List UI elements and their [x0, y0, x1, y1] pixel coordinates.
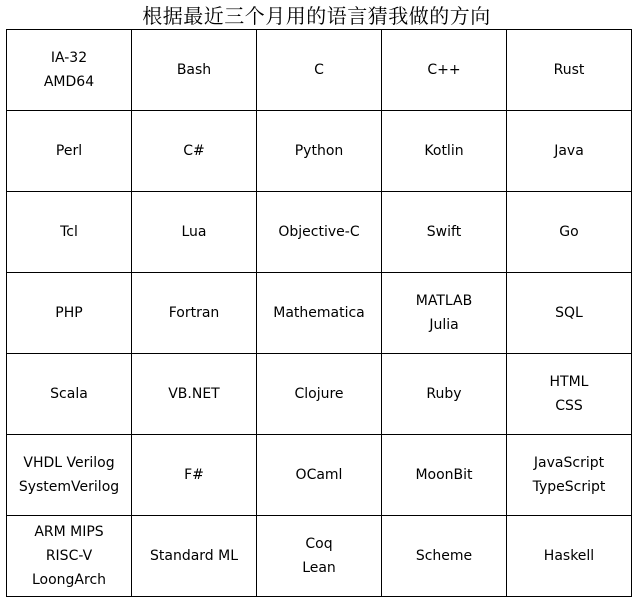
language-label: RISC-V [45, 548, 93, 564]
grid-cell [382, 30, 507, 111]
language-label: IA-32 [50, 50, 88, 66]
language-grid [6, 29, 632, 597]
language-label: VHDL Verilog [23, 455, 115, 471]
language-label: Objective-C [278, 224, 360, 240]
language-label: C++ [427, 62, 461, 78]
language-label: Python [294, 143, 344, 159]
language-label: LoongArch [31, 572, 107, 588]
grid-cell [7, 192, 132, 273]
language-label: MoonBit [415, 467, 473, 483]
language-label: Scheme [415, 548, 473, 564]
language-label: TypeScript [532, 479, 606, 495]
page-title: 根据最近三个月用的语言猜我做的方向 [142, 4, 491, 28]
language-label: Lean [302, 560, 336, 576]
grid-cell [7, 273, 132, 354]
language-label: JavaScript [533, 455, 605, 471]
language-label: ARM MIPS [34, 524, 104, 540]
grid-row [7, 192, 632, 273]
language-label: MATLAB [415, 293, 473, 309]
language-label: Clojure [294, 386, 344, 402]
grid-cell [7, 354, 132, 435]
grid-cell [257, 516, 382, 597]
grid-cell [507, 111, 632, 192]
grid-cell [382, 192, 507, 273]
grid-row [7, 111, 632, 192]
grid-cell [507, 516, 632, 597]
language-label: PHP [55, 305, 83, 321]
grid-cell [132, 354, 257, 435]
grid-cell [507, 435, 632, 516]
grid-cell [7, 435, 132, 516]
language-label: Scala [50, 386, 88, 402]
language-label: Ruby [426, 386, 462, 402]
language-label: Fortran [168, 305, 220, 321]
language-label: AMD64 [43, 74, 95, 90]
grid-row [7, 273, 632, 354]
language-label: Mathematica [273, 305, 365, 321]
language-label: CSS [555, 398, 583, 414]
grid-cell [507, 30, 632, 111]
language-label: Java [554, 143, 584, 159]
grid-cell [257, 30, 382, 111]
language-label: Swift [426, 224, 462, 240]
language-label: Coq [305, 536, 333, 552]
grid-cell [382, 354, 507, 435]
grid-cell [132, 435, 257, 516]
grid-cell [257, 354, 382, 435]
grid-cell [132, 192, 257, 273]
language-label: Julia [429, 317, 459, 333]
grid-cell [507, 273, 632, 354]
language-label: SQL [555, 305, 583, 321]
grid-cell [257, 435, 382, 516]
language-label: Tcl [60, 224, 78, 240]
grid-cell [257, 111, 382, 192]
language-label: Standard ML [149, 548, 239, 564]
language-label: VB.NET [168, 386, 220, 402]
grid-row [7, 516, 632, 597]
language-grid-body [7, 30, 632, 597]
language-label: Lua [181, 224, 207, 240]
language-label: Kotlin [424, 143, 464, 159]
grid-cell [7, 30, 132, 111]
language-label: Bash [176, 62, 212, 78]
grid-cell [507, 354, 632, 435]
language-label: SystemVerilog [18, 479, 120, 495]
grid-cell [382, 111, 507, 192]
language-label: OCaml [295, 467, 343, 483]
grid-cell [257, 192, 382, 273]
grid-cell [132, 273, 257, 354]
grid-cell [132, 516, 257, 597]
grid-cell [382, 435, 507, 516]
grid-row [7, 30, 632, 111]
grid-cell [257, 273, 382, 354]
language-label: C [314, 62, 324, 78]
language-label: Haskell [543, 548, 595, 564]
language-label: Perl [55, 143, 83, 159]
language-label: C# [183, 143, 205, 159]
grid-cell [7, 111, 132, 192]
grid-cell [382, 273, 507, 354]
grid-row [7, 435, 632, 516]
language-label: F# [184, 467, 204, 483]
language-label: HTML [549, 374, 589, 390]
grid-cell [507, 192, 632, 273]
grid-cell [7, 516, 132, 597]
grid-cell [132, 30, 257, 111]
language-label: Go [559, 224, 579, 240]
grid-cell [132, 111, 257, 192]
language-label: Rust [553, 62, 585, 78]
grid-row [7, 354, 632, 435]
grid-cell [382, 516, 507, 597]
